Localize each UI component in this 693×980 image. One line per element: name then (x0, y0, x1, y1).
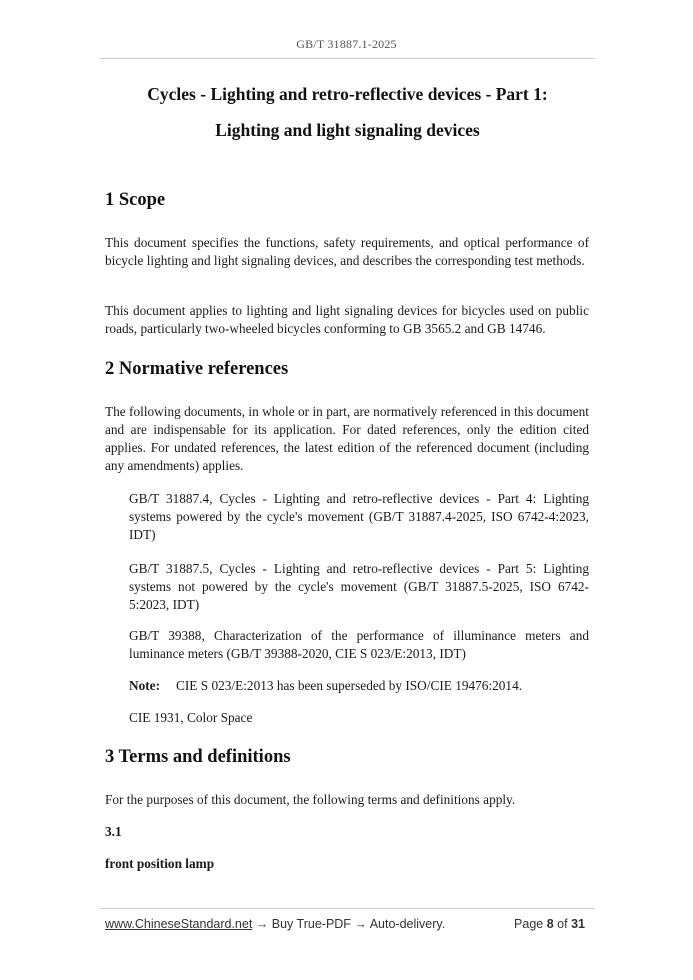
total-pages: 31 (571, 917, 585, 931)
reference-item: GB/T 39388, Characterization of the performance of illuminance meters and luminance meters (GB/T 39388-2020, CIE S 023/E:2013, IDT) (129, 628, 589, 661)
page-number (514, 917, 585, 931)
current-page: 8 (546, 917, 554, 931)
page-label: Page (514, 917, 544, 931)
reference-item: GB/T 31887.5, Cycles - Lighting and retro-reflective devices - Part 5: Lighting systems not powered by the cycle's movement (GB/T 31887.5-2025, ISO 6742-5:2023, IDT) (129, 561, 589, 612)
section-heading-scope: 1 Scope (105, 190, 166, 210)
reference-item: CIE 1931, Color Space (129, 710, 253, 725)
term-name: front position lamp (105, 856, 215, 871)
section-heading-normative-references: 2 Normative references (105, 359, 289, 379)
normative-references-intro: The following documents, in whole or in part, are normatively referenced in this document and are indispensable for its application. For dated references, only the edition cited applies. For undated references, the latest edition of the referenced document (including any amendments) applies. (105, 404, 589, 473)
reference-item: GB/T 31887.4, Cycles - Lighting and retro-reflective devices - Part 4: Lighting systems powered by the cycle's movement (GB/T 31887.4-2025, ISO 6742-4:2023, IDT) (129, 491, 589, 542)
footer-divider (100, 908, 595, 909)
of-label: of (557, 917, 568, 931)
terms-intro: For the purposes of this document, the following terms and definitions apply. (105, 792, 516, 807)
document-title-line1: Cycles - Lighting and retro-reflective devices - Part 1: (147, 84, 548, 104)
footer-promo-text: → Buy True-PDF → Auto-delivery. (252, 917, 446, 931)
running-header: GB/T 31887.1-2025 (296, 37, 397, 51)
site-link[interactable]: www.ChineseStandard.net (105, 917, 253, 931)
section-heading-terms-definitions: 3 Terms and definitions (105, 747, 291, 767)
term-number: 3.1 (105, 824, 122, 839)
note-label: Note: (129, 678, 161, 693)
header-divider (100, 58, 595, 59)
reference-note (129, 677, 589, 695)
footer-promo (105, 917, 445, 931)
document-title-line2: Lighting and light signaling devices (215, 120, 480, 140)
note-text: CIE S 023/E:2013 has been superseded by ISO/CIE 19476:2014. (176, 678, 523, 693)
scope-paragraph-1: This document specifies the functions, safety requirements, and optical performance of bicycle lighting and light signaling devices, and describes the corresponding test methods. (105, 235, 589, 268)
scope-paragraph-2: This document applies to lighting and light signaling devices for bicycles used on public roads, particularly two-wheeled bicycles conforming to GB 3565.2 and GB 14746. (105, 303, 589, 336)
